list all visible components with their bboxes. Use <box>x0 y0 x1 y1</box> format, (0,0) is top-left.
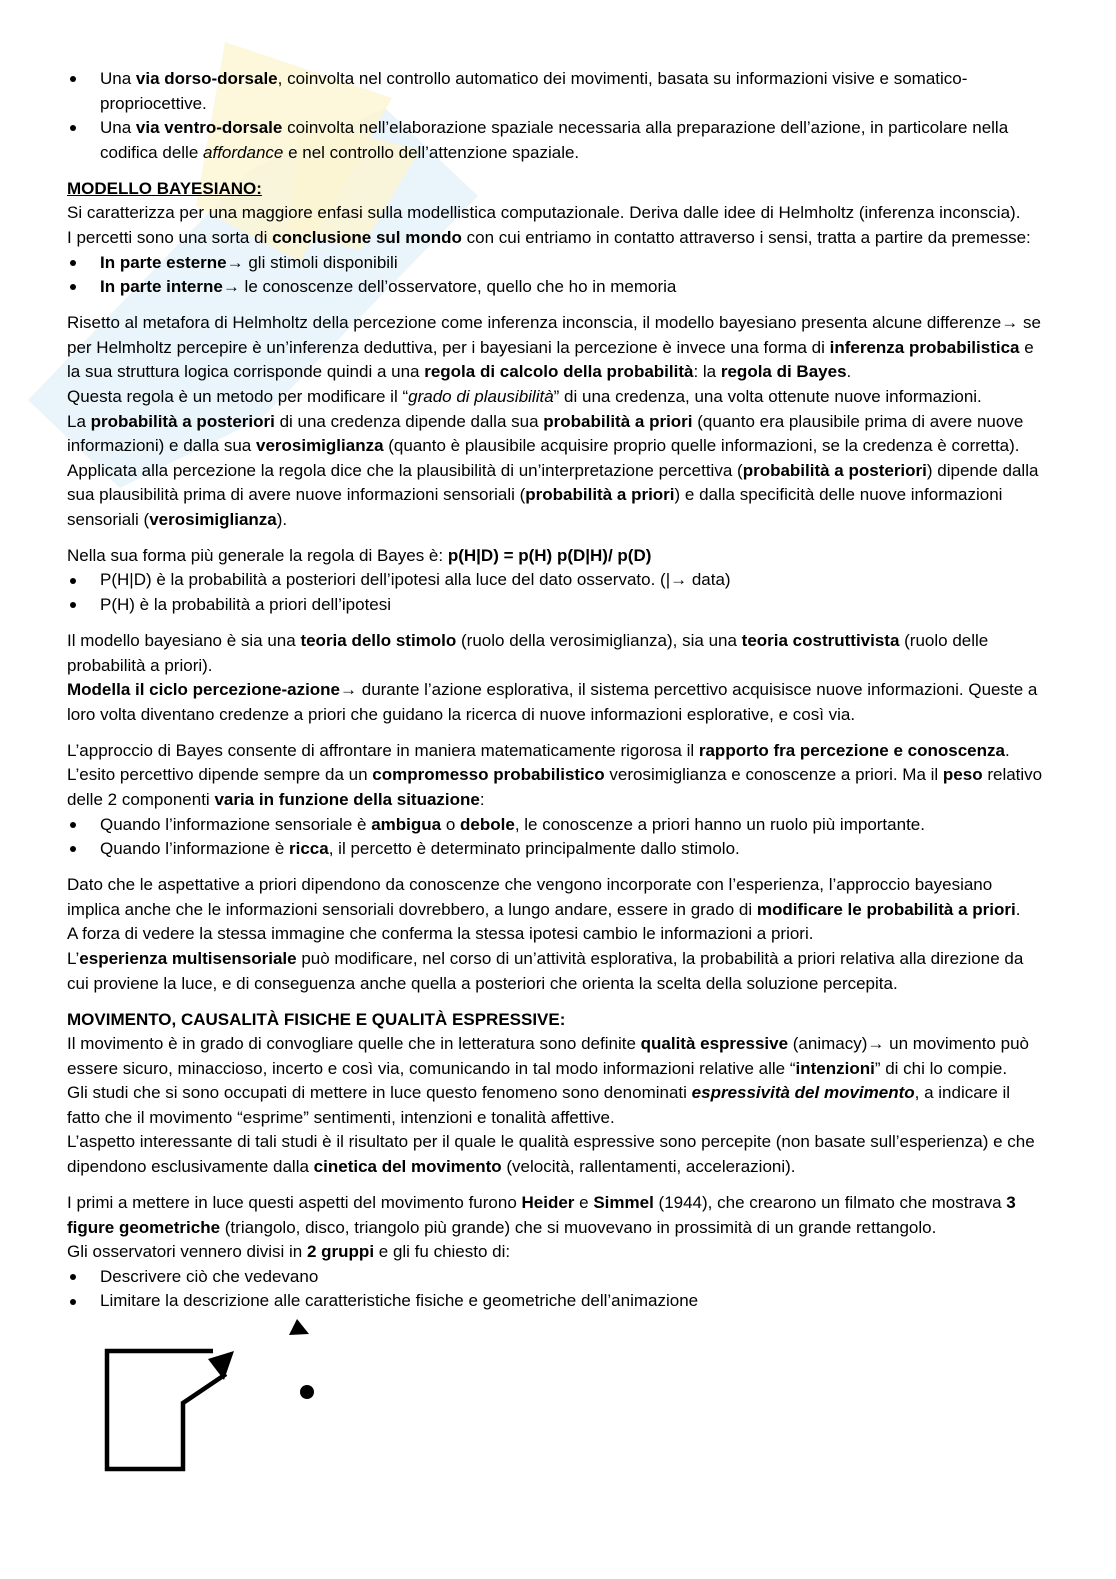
text-run: Gli osservatori vennero divisi in <box>67 1242 307 1262</box>
paragraph <box>67 544 1047 569</box>
text-run: Limitare la descrizione alle caratteristiche fisiche e geometriche dell’animazione <box>100 1291 699 1311</box>
text-run: (velocità, rallentamenti, accelerazioni). <box>501 1157 796 1177</box>
text-run: verosimiglianza <box>255 436 384 456</box>
paragraph <box>67 1081 1047 1130</box>
text-run: L’ <box>67 948 80 968</box>
bullet-icon <box>70 1274 76 1280</box>
text-run: MODELLO BAYESIANO: <box>67 178 262 198</box>
text-run: P(H) è la probabilità a priori dell’ipotesi <box>100 595 392 615</box>
paragraph <box>67 410 1047 459</box>
text-run: (animacy)→ un movimento può essere sicuro, minaccioso, incerto e così via, comunicando in tal modo informazioni relative alle “ <box>67 1034 1029 1078</box>
text-run: Quando l’informazione è <box>100 839 290 859</box>
text-run: (quanto è plausibile acquisire proprio quelle informazioni, se la credenza è corretta). <box>383 436 1020 456</box>
text-run: ) dipende dalla sua plausibilità prima di avere nuove informazioni sensoriali ( <box>67 460 1039 505</box>
text-run: I percetti sono una sorta di <box>67 227 273 247</box>
text-run: rapporto fra percezione e conoscenza <box>698 740 1005 760</box>
paragraph <box>67 385 1047 410</box>
bullet-icon <box>70 76 76 82</box>
paragraph <box>67 1130 1047 1179</box>
bullet-icon <box>70 602 76 608</box>
text-run: e <box>574 1193 594 1213</box>
text-run: Nella sua forma più generale la regola di Bayes è: <box>67 545 448 565</box>
small-triangle-shape <box>289 1319 309 1335</box>
text-run: L’approccio di Bayes consente di affrontare in maniera matematicamente rigorosa il <box>67 740 699 760</box>
large-rectangle-shape <box>107 1351 226 1469</box>
heider-simmel-figure <box>67 1315 367 1475</box>
text-run: Dato che le aspettative a priori dipendono da conoscenze che vengono incorporate con l’esperienza, l’approccio bayesiano implica anche che le informazioni sensoriali dovrebbero, a lungo andare, essere in grado di <box>67 875 993 919</box>
text-run: La <box>67 411 91 431</box>
text-run: Simmel <box>593 1193 654 1213</box>
paragraph <box>67 201 1047 226</box>
text-run: ricca <box>289 839 329 859</box>
text-run: compromesso probabilistico <box>372 765 605 785</box>
paragraph <box>67 739 1047 764</box>
text-run: , coinvolta nel controllo automatico dei movimenti, basata su informazioni visive e somatico-propriocettive. <box>100 69 968 113</box>
text-run: : <box>479 789 485 809</box>
text-run: modificare le probabilità a priori <box>756 899 1016 919</box>
text-run: Il movimento è in grado di convogliare quelle che in letteratura sono definite <box>67 1034 641 1054</box>
paragraph <box>67 678 1047 727</box>
paragraph <box>67 1240 1047 1265</box>
paragraph <box>67 922 1047 947</box>
text-run: (triangolo, disco, triangolo più grande) che si muovevano in prossimità di un grande rettangolo. <box>220 1217 937 1237</box>
text-run: può modificare, nel corso di un’attività esplorativa, la probabilità a priori relativa alla direzione da cui proviene la luce, e di conseguenza anche quella a posteriori che orienta la scelta della soluzione percepita. <box>67 948 1024 993</box>
text-run: I primi a mettere in luce questi aspetti del movimento furono <box>67 1193 522 1213</box>
bullet-item <box>67 837 1047 862</box>
text-run: , il percetto è determinato principalmente dallo stimolo. <box>328 839 740 859</box>
text-run: affordance <box>203 142 284 162</box>
text-run: → le conoscenze dell’osservatore, quello che ho in memoria <box>222 277 677 297</box>
text-run: e gli fu chiesto di: <box>374 1242 511 1262</box>
text-run: Applicata alla percezione la regola dice che la plausibilità di un’interpretazione percettiva ( <box>67 460 743 480</box>
text-run: → durante l’azione esplorativa, il sistema percettivo acquisisce nuove informazioni. Queste a loro volta diventano credenze a priori che guidano la ricerca di nuove informazioni esplorative, e così via. <box>67 680 1038 724</box>
bullet-item <box>67 593 1047 618</box>
text-run: Questa regola è un metodo per modificare il “ <box>67 386 409 406</box>
text-run: In parte interne <box>100 277 223 297</box>
text-run: Risetto al metafora di Helmholtz della percezione come inferenza inconscia, il modello bayesiano presenta alcune differenze→ se per Helmholtz percepire è un’inferenza deduttiva, per i bayesiani la percezione è invece una forma di <box>67 313 1041 357</box>
text-run: Modella il ciclo percezione-azione <box>67 680 341 700</box>
text-run: via ventro-dorsale <box>135 118 283 138</box>
text-section <box>67 1008 1047 1180</box>
text-run: . <box>1015 899 1021 919</box>
text-run: conclusione sul mondo <box>272 227 462 247</box>
text-run: p(H|D) = p(H) p(D|H)/ p(D) <box>447 545 652 565</box>
text-run: debole <box>460 814 515 834</box>
document-body <box>67 67 1047 1475</box>
text-run: : la <box>693 362 721 382</box>
text-section <box>67 311 1047 532</box>
section-heading <box>67 1008 1047 1033</box>
text-run: . <box>846 362 852 382</box>
paragraph <box>67 226 1047 251</box>
text-run: ). <box>276 509 288 529</box>
section-heading <box>67 177 1047 202</box>
text-run: (1944), che crearono un filmato che mostrava <box>653 1193 1007 1213</box>
paragraph <box>67 763 1047 812</box>
large-triangle-shape <box>208 1351 234 1380</box>
text-run: e nel controllo dell’attenzione spaziale. <box>283 142 580 162</box>
text-run: probabilità a posteriori <box>742 460 927 480</box>
text-run: e la sua struttura logica corrisponde quindi a una <box>67 337 1034 382</box>
bullet-item <box>67 1289 1047 1314</box>
bullet-icon <box>70 822 76 828</box>
paragraph <box>67 629 1047 678</box>
text-run: ) e dalla specificità delle nuove informazioni sensoriali ( <box>67 485 1003 529</box>
text-run: grado di plausibilità <box>408 386 554 406</box>
text-run: coinvolta nell’elaborazione spaziale necessaria alla preparazione dell’azione, in particolare nella codifica delle <box>100 118 1009 162</box>
text-run: Il modello bayesiano è sia una <box>67 631 301 651</box>
text-run: P(H|D) è la probabilità a posteriori dell’ipotesi alla luce del dato osservato. (|→ data) <box>100 570 731 590</box>
text-run: verosimiglianza <box>149 509 277 529</box>
paragraph <box>67 947 1047 996</box>
text-run: cinetica del movimento <box>313 1157 502 1177</box>
text-run: peso <box>942 765 983 785</box>
bullet-item <box>67 251 1047 276</box>
text-section <box>67 873 1047 996</box>
text-run: (quanto era plausibile prima di avere nuove informazioni) e dalla sua <box>67 411 1024 456</box>
text-run: (ruolo delle probabilità a priori). <box>67 631 989 675</box>
text-run: di una credenza dipende dalla sua <box>274 411 544 431</box>
text-run: varia in funzione della situazione <box>214 789 480 809</box>
text-run: esperienza multisensoriale <box>79 948 297 968</box>
text-run: L’esito percettivo dipende sempre da un <box>67 765 373 785</box>
text-run: Si caratterizza per una maggiore enfasi sulla modellistica computazionale. Deriva dalle idee di Helmholtz (inferenza inconscia). <box>67 203 1021 223</box>
text-section <box>67 739 1047 862</box>
bullet-item <box>67 568 1047 593</box>
bullet-icon <box>70 125 76 131</box>
text-run: inferenza probabilistica <box>829 337 1020 357</box>
text-run: . <box>1004 740 1010 760</box>
text-run: Descrivere ciò che vedevano <box>100 1266 319 1286</box>
text-run: (ruolo della verosimiglianza), sia una <box>456 631 742 651</box>
text-run: relativo delle 2 componenti <box>67 765 1043 809</box>
paragraph <box>67 873 1047 922</box>
text-run: teoria dello stimolo <box>300 631 457 651</box>
text-run: regola di calcolo della probabilità <box>424 362 694 382</box>
text-run: , le conoscenze a priori hanno un ruolo più importante. <box>514 814 925 834</box>
text-run: L’aspetto interessante di tali studi è il risultato per il quale le qualità espressive sono percepite (non basate sull’esperienza) e che dipendono esclusivamente dalla <box>67 1132 1035 1177</box>
disc-shape <box>300 1385 314 1399</box>
bullet-item <box>67 1265 1047 1290</box>
text-run: Una <box>100 69 136 88</box>
text-run: Heider <box>521 1193 575 1213</box>
text-run: teoria costruttivista <box>741 631 900 651</box>
text-run: probabilità a priori <box>525 485 675 505</box>
text-section <box>67 629 1047 727</box>
paragraph <box>67 459 1047 533</box>
text-section <box>67 67 1047 165</box>
text-run: → gli stimoli disponibili <box>226 252 398 272</box>
bullet-item <box>67 67 1047 116</box>
text-run: regola di Bayes <box>720 362 847 382</box>
text-run: o <box>441 814 461 834</box>
bullet-item <box>67 116 1047 165</box>
text-run: A forza di vedere la stessa immagine che conferma la stessa ipotesi cambio le informazioni a priori. <box>67 924 814 944</box>
bullet-icon <box>70 284 76 290</box>
text-run: probabilità a priori <box>543 411 693 431</box>
text-run: verosimiglianza e conoscenze a priori. Ma il <box>604 765 943 785</box>
text-run: ” di una credenza, una volta ottenute nuove informazioni. <box>553 386 982 406</box>
paragraph <box>67 1191 1047 1240</box>
paragraph <box>67 1032 1047 1081</box>
text-run: 3 figure geometriche <box>67 1193 1016 1237</box>
bullet-item <box>67 275 1047 300</box>
text-run: MOVIMENTO, CAUSALITÀ FISICHE E QUALITÀ ESPRESSIVE: <box>67 1009 566 1029</box>
text-run: Gli studi che si sono occupati di mettere in luce questo fenomeno sono denominati <box>67 1083 692 1103</box>
text-run: probabilità a posteriori <box>90 411 275 431</box>
text-run: Quando l’informazione sensoriale è <box>100 814 372 834</box>
text-run: Una <box>100 118 136 138</box>
text-section <box>67 177 1047 300</box>
bullet-item <box>67 813 1047 838</box>
text-run: ” di chi lo compie. <box>874 1058 1008 1078</box>
text-section <box>67 1191 1047 1314</box>
text-run: ambigua <box>371 814 442 834</box>
text-run: con cui entriamo in contatto attraverso i sensi, tratta a partire da premesse: <box>461 227 1031 247</box>
bullet-icon <box>70 260 76 266</box>
bullet-icon <box>70 846 76 852</box>
text-run: , a indicare il fatto che il movimento “esprime” sentimenti, intenzioni e tonalità affettive. <box>67 1083 1011 1127</box>
text-run: In parte esterne <box>100 252 227 272</box>
text-run: qualità espressive <box>640 1034 789 1054</box>
bullet-icon <box>70 1299 76 1305</box>
text-run: intenzioni <box>795 1058 875 1078</box>
bullet-icon <box>70 578 76 584</box>
paragraph <box>67 311 1047 385</box>
text-run: espressività del movimento <box>691 1083 915 1103</box>
text-section <box>67 544 1047 618</box>
text-run: 2 gruppi <box>306 1242 375 1262</box>
text-run: via dorso-dorsale <box>135 69 278 88</box>
